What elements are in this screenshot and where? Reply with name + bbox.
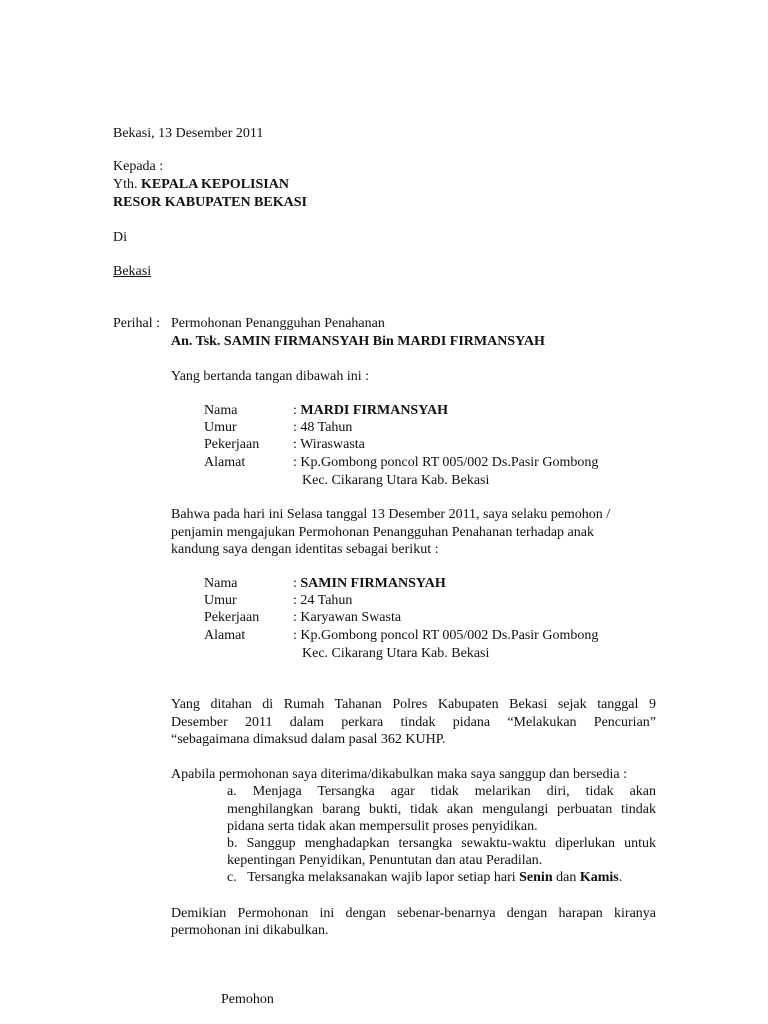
para3-text: Apabila permohonan saya diterima/dikabulkan maka saya sanggup dan bersedia : [171, 767, 628, 782]
recipient-line-1 [113, 176, 289, 193]
para4-line-2: permohonan ini dikabulkan. [171, 923, 329, 938]
perihal-text: Permohonan Penangguhan Penahanan [171, 316, 385, 331]
detainee-alamat-line-1: : Kp.Gombong poncol RT 005/002 Ds.Pasir Gombong [293, 628, 599, 643]
date-line: Bekasi, 13 Desember 2011 [113, 126, 264, 141]
item-a-line-1: a. Menjaga Tersangka agar tidak melarikan diri, tidak akan [227, 784, 656, 799]
location-label: Bekasi [113, 264, 152, 279]
para4-line-1: Demikian Permohonan ini dengan sebenar-benarnya dengan harapan kiranya [171, 906, 656, 921]
item-a-line-3: pidana serta tidak akan mempersulit proses penyidikan. [227, 819, 538, 834]
applicant-pekerjaan-label: Pekerjaan [204, 437, 260, 452]
perihal-subject: An. Tsk. SAMIN FIRMANSYAH Bin MARDI FIRMANSYAH [171, 334, 545, 349]
para2-line-3: “sebagaimana dimaksud dalam pasal 362 KUHP. [171, 732, 446, 747]
detainee-pekerjaan-label: Pekerjaan [204, 610, 260, 625]
kepada-label: Kepada : [113, 159, 164, 174]
signature-label: Pemohon [221, 992, 274, 1007]
applicant-umur-label: Umur [204, 420, 237, 435]
detainee-umur-label: Umur [204, 593, 237, 608]
perihal-label: Perihal : [113, 316, 161, 331]
para1-line-2: penjamin mengajukan Permohonan Penangguhan Penahanan terhadap anak [171, 525, 594, 540]
item-c-conj: dan [556, 870, 577, 885]
detainee-alamat-line-2: Kec. Cikarang Utara Kab. Bekasi [302, 646, 490, 661]
applicant-umur-value: : 48 Tahun [293, 420, 353, 435]
para2-line-2: Desember 2011 dalam perkara tindak pidana “Melakukan Pencurian” [171, 715, 656, 730]
para1-line-1: Bahwa pada hari ini Selasa tanggal 13 Desember 2011, saya selaku pemohon / [171, 507, 611, 522]
applicant-alamat-line-2: Kec. Cikarang Utara Kab. Bekasi [302, 473, 490, 488]
detainee-nama-value: : SAMIN FIRMANSYAH [293, 576, 446, 591]
applicant-nama-value: : MARDI FIRMANSYAH [293, 403, 449, 418]
detainee-alamat-label: Alamat [204, 628, 246, 643]
di-label: Di [113, 230, 127, 245]
para1-line-3: kandung saya dengan identitas sebagai berikut : [171, 542, 439, 557]
detainee-pekerjaan-value: : Karyawan Swasta [293, 610, 402, 625]
detainee-umur-value: : 24 Tahun [293, 593, 353, 608]
para2-line-1: Yang ditahan di Rumah Tahanan Polres Kabupaten Bekasi sejak tanggal 9 [171, 697, 656, 712]
item-b-line-2: kepentingan Penyidikan, Penuntutan dan atau Peradilan. [227, 853, 543, 868]
applicant-alamat-line-1: : Kp.Gombong poncol RT 005/002 Ds.Pasir Gombong [293, 455, 599, 470]
applicant-nama-label: Nama [204, 403, 238, 418]
item-c-text: Tersangka melaksanakan wajib lapor setiap hari [247, 870, 516, 885]
item-b-line-1: b. Sanggup menghadapkan tersangka sewaktu-waktu diperlukan untuk [227, 836, 656, 851]
applicant-alamat-label: Alamat [204, 455, 246, 470]
detainee-nama-label: Nama [204, 576, 238, 591]
item-c-marker: c. [227, 870, 237, 885]
applicant-pekerjaan-value: : Wiraswasta [293, 437, 365, 452]
item-c-end: . [618, 870, 623, 885]
item-c-line [227, 869, 622, 886]
recipient-line-2: RESOR KABUPATEN BEKASI [113, 195, 307, 210]
item-a-line-2: menghilangkan barang bukti, tidak akan mengulangi perbuatan tindak [227, 802, 656, 817]
recipient-title: KEPALA KEPOLISIAN [141, 177, 289, 192]
item-c-day-2: Kamis [579, 870, 619, 885]
intro-text: Yang bertanda tangan dibawah ini : [171, 369, 370, 384]
item-c-day-1: Senin [519, 870, 553, 885]
yth-prefix: Yth. [113, 177, 138, 192]
